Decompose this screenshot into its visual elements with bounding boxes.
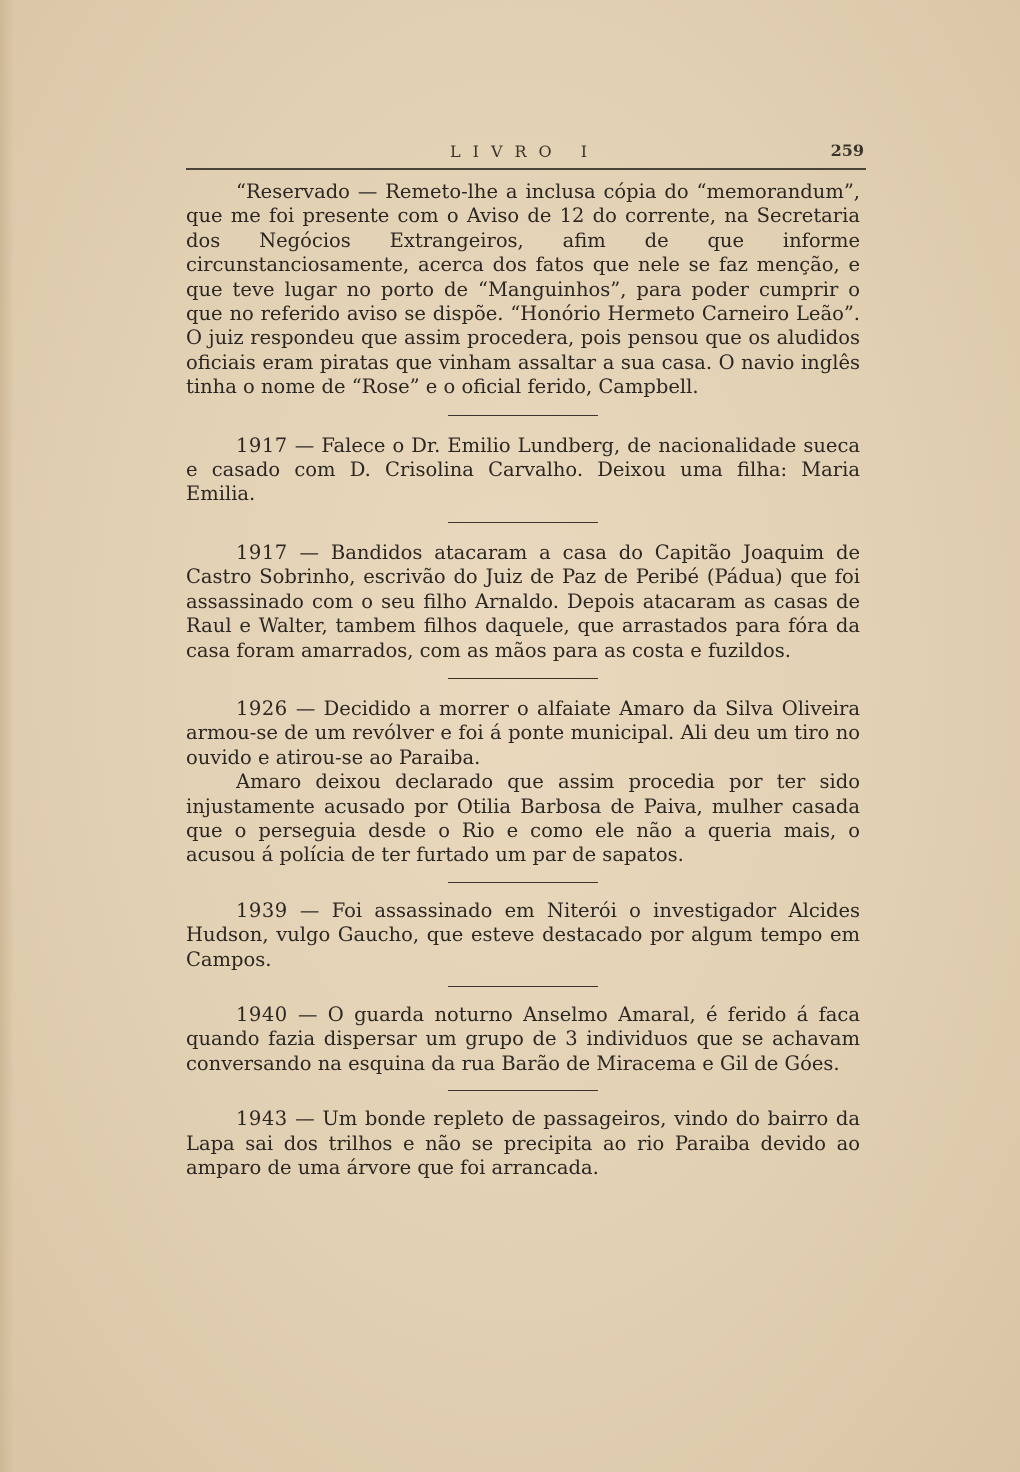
entry-year: 1917 — [236, 433, 288, 457]
entry-text: Um bonde repleto de passageiros, vindo do bairro da Lapa sai dos trilhos e não se precipita ao rio Paraiba devido ao amparo de uma árvore que foi arrancada. — [186, 1107, 861, 1179]
section-divider — [448, 415, 598, 416]
entry-text: O guarda noturno Anselmo Amaral, é ferido á faca quando fazia dispersar um grupo de 3 individuos que se achavam conversando na esquina da rua Barão de Miracema e Gil de Góes. — [186, 1002, 860, 1075]
entry-year: 1926 — [236, 696, 288, 720]
entry-year: 1943 — [236, 1107, 288, 1131]
entry-text: Falece o Dr. Emilio Lundberg, de nacionalidade sueca e casado com D. Crisolina Carvalho. Deixou uma filha: Maria Emilia. — [186, 433, 861, 506]
entry-dash: — — [299, 898, 320, 922]
entry-year: 1940 — [236, 1002, 288, 1026]
section-divider — [448, 986, 598, 987]
entry-dash: — — [297, 1002, 318, 1026]
chronicle-entry — [186, 1003, 860, 1076]
section-divider — [448, 522, 598, 523]
entry-year: 1917 — [236, 540, 288, 564]
entry-dash: — — [295, 696, 316, 720]
entry-continuation: Amaro deixou declarado que assim procedia por ter sido injustamente acusado por Otilia Barbosa de Paiva, mulher casada que o perseguia desde o Rio e como ele não a queria mais, o acusou á polícia de ter furtado um par de sapatos. — [186, 770, 860, 867]
running-head: LIVRO I — [450, 142, 600, 161]
chronicle-entry — [186, 541, 860, 663]
opening-paragraph: “Reservado — Remeto-lhe a inclusa cópia do “memorandum”, que me foi presente com o Aviso de 12 do corrente, na Secretaria dos Negócios Extrangeiros, afim de que informe circunstanciosamente, acerca dos fatos que nele se faz menção, e que teve lugar no porto de “Manguinhos”, para poder cumprir o que no referido aviso se dispõe. “Honório Hermeto Carneiro Leão”. O juiz respondeu que assim procedera, pois pensou que os aludidos oficiais eram piratas que vinham assaltar a sua casa. O navio inglês tinha o nome de “Rose” e o oficial ferido, Campbell. — [186, 180, 860, 399]
section-divider — [448, 1090, 598, 1091]
chronicle-entry — [186, 434, 860, 507]
page-edge-shadow — [0, 0, 14, 1472]
entry-text: Foi assassinado em Niterói o investigador Alcides Hudson, vulgo Gaucho, que esteve destacado por algum tempo em Campos. — [186, 898, 861, 971]
entry-dash: — — [299, 540, 320, 564]
chronicle-entry — [186, 899, 860, 972]
page-number: 259 — [830, 141, 864, 160]
entry-text: Decidido a morrer o alfaiate Amaro da Silva Oliveira armou-se de um revólver e foi á ponte municipal. Ali deu um tiro no ouvido e atirou-se ao Paraiba. — [186, 696, 860, 769]
chronicle-entry — [186, 697, 860, 770]
page-body — [186, 180, 860, 1180]
section-divider — [448, 882, 598, 883]
section-divider — [448, 678, 598, 679]
entry-dash: — — [294, 433, 315, 457]
page-header — [186, 138, 866, 170]
entry-year: 1939 — [236, 898, 288, 922]
chronicle-entry — [186, 1107, 860, 1180]
entry-text: Bandidos atacaram a casa do Capitão Joaquim de Castro Sobrinho, escrivão do Juiz de Paz de Peribé (Pádua) que foi assassinado com o seu filho Arnaldo. Depois atacaram as casas de Raul e Walter, tambem filhos daquele, que arrastados para fóra da casa foram amarrados, com as mãos para as costa e fuzildos. — [186, 540, 860, 662]
entry-dash: — — [295, 1107, 315, 1131]
